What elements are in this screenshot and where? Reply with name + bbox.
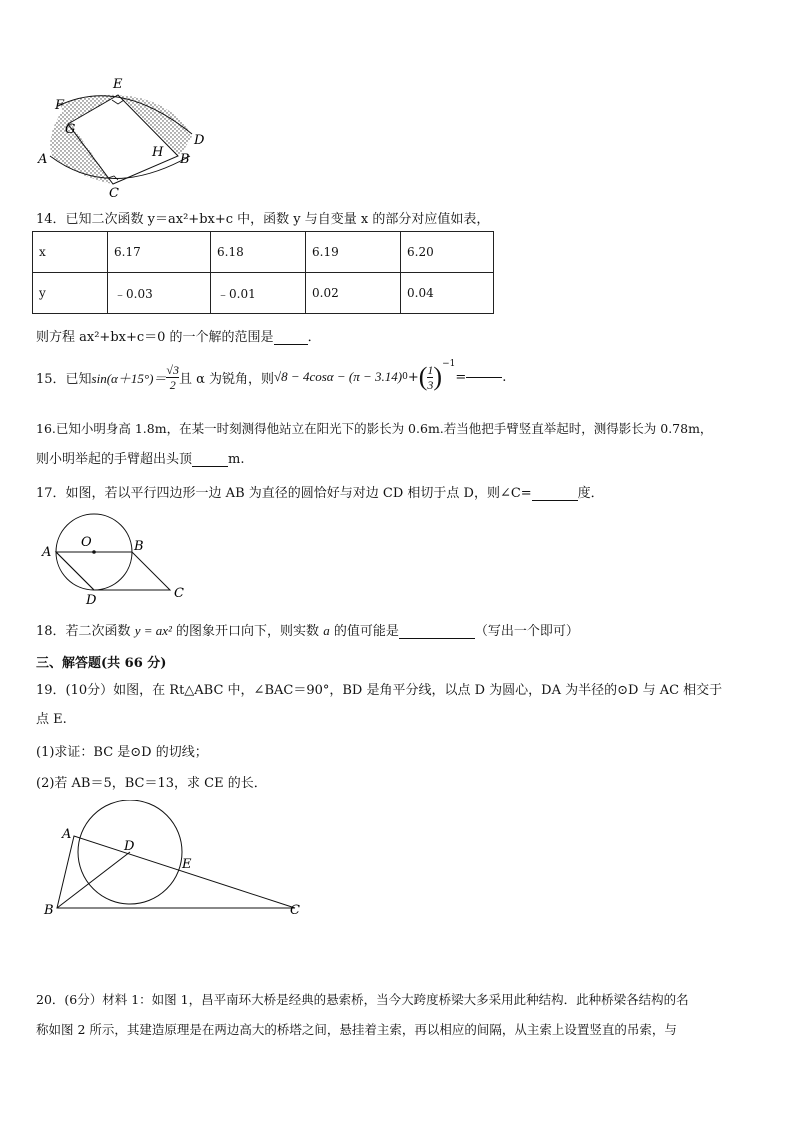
figure-q17: [34, 508, 194, 608]
q18-a: 18．若二次函数: [36, 624, 131, 639]
label-D: D: [124, 839, 135, 854]
table-cell: y: [33, 273, 108, 314]
table-cell: 0.02: [306, 273, 401, 314]
right-angle-mark-e: [112, 100, 124, 104]
q18-var: a: [323, 623, 330, 638]
fraction-denominator: 3: [427, 377, 434, 392]
triangle-abc: [57, 836, 295, 908]
q14-stem: 14．已知二次函数 y＝ax²+bx+c 中，函数 y 与自变量 x 的部分对应值如表，: [36, 212, 490, 227]
q18-d: （写出一个即可）: [474, 624, 579, 639]
q20-line1: 20．(6分）材料 1：如图 1，昌平南环大桥是经典的悬索桥，当今大跨度桥梁大多采用此种结构．此种桥梁各结构的名: [36, 992, 689, 1007]
q15-sin: sin(α＋15°)＝: [91, 370, 167, 386]
q14-end: ．: [307, 330, 321, 345]
table-cell: 6.17: [108, 232, 211, 273]
q14-tail: 则方程 ax²+bx+c＝0 的一个解的范围是: [36, 330, 274, 345]
table-cell: ﹣0.01: [211, 273, 306, 314]
q18-c: 的值可能是: [333, 624, 399, 639]
label-D: D: [86, 593, 97, 608]
q14-value-table: [32, 231, 494, 314]
q20-line2: 称如图 2 所示，其建造原理是在两边高大的桥塔之间，悬挂着主索，再以相应的间隔，从主索上设置竖直的吊索，与: [36, 1022, 677, 1037]
q15-expr: √8 − 4cosα − (π − 3.14): [274, 369, 403, 384]
q15-exponent-neg1: −1: [442, 359, 456, 369]
answer-blank: [532, 500, 578, 501]
label-C: C: [174, 586, 184, 601]
label-E: E: [113, 77, 123, 92]
q19-line1: 19．(10分）如图，在 Rt△ABC 中，∠BAC＝90°，BD 是角平分线，以点 D 为圆心，DA 为半径的⊙D 与 AC 相交于: [36, 683, 723, 698]
fraction-sqrt3-over-2: [166, 363, 179, 392]
table-cell: 6.19: [306, 232, 401, 273]
fraction-denominator: 2: [169, 377, 176, 392]
label-C: C: [290, 903, 300, 918]
label-B: B: [44, 903, 54, 918]
q15-prefix: 15．已知: [36, 371, 92, 387]
q16-line2: [36, 448, 244, 467]
q18-b: 的图象开口向下，则实数: [176, 624, 320, 639]
q15-exponent-zero: 0: [402, 372, 408, 382]
q15-eq: =: [455, 369, 467, 385]
label-E: E: [182, 857, 192, 872]
label-H: H: [152, 145, 164, 160]
fraction-numerator: 1: [427, 362, 434, 377]
paren-close: ): [433, 362, 443, 391]
label-B: B: [134, 539, 144, 554]
paren-open: (: [418, 362, 428, 391]
q17-line: [36, 482, 604, 501]
q19-line2: 点 E.: [36, 712, 67, 727]
center-point: [92, 550, 96, 554]
fraction-numerator: √3: [166, 362, 179, 377]
figure-q13: [30, 76, 220, 201]
q16-line2a: 则小明举起的手臂超出头顶: [36, 452, 193, 467]
label-G: G: [65, 122, 76, 137]
label-D: D: [194, 133, 205, 148]
table-row: [33, 232, 494, 273]
label-B: B: [180, 152, 190, 167]
table-cell: 0.04: [401, 273, 494, 314]
q14-question: [36, 326, 321, 345]
q17-end: 度．: [577, 486, 604, 501]
label-C: C: [109, 186, 119, 201]
q15-mid: 且 α 为锐角，则: [179, 371, 275, 387]
q16-line1: 16.已知小明身高 1.8m，在某一时刻测得他站立在阳光下的影长为 0.6m.若当他把手臂竖直举起时，测得影长为 0.78m，: [36, 421, 713, 436]
table-cell: x: [33, 232, 108, 273]
q15-line: [36, 357, 506, 397]
answer-blank: [274, 344, 308, 345]
label-F: F: [55, 98, 65, 113]
table-row: [33, 273, 494, 314]
q18-fn: y = ax²: [134, 623, 172, 638]
answer-blank: [192, 466, 228, 467]
table-cell: ﹣0.03: [108, 273, 211, 314]
q19-part1: (1)求证：BC 是⊙D 的切线；: [36, 745, 208, 760]
shaded-region-top: [60, 95, 118, 124]
label-A: A: [62, 827, 72, 842]
label-A: A: [42, 545, 52, 560]
answer-blank: [466, 377, 502, 378]
q17-text: 17．如图，若以平行四边形一边 AB 为直径的圆恰好与对边 CD 相切于点 D，则∠C=: [36, 486, 532, 501]
label-O: O: [81, 535, 92, 550]
q15-plus: +: [407, 369, 419, 385]
q19-part2: (2)若 AB＝5，BC＝13，求 CE 的长．: [36, 776, 267, 791]
q15-end: .: [502, 369, 507, 385]
label-A: A: [38, 152, 48, 167]
q16-line2b: m.: [228, 452, 245, 467]
q18-line: [36, 620, 579, 639]
answer-blank: [399, 638, 475, 639]
segment-ad: [56, 552, 94, 590]
figure-q19: [40, 800, 310, 925]
table-cell: 6.18: [211, 232, 306, 273]
section-heading: 三、解答题(共 66 分): [36, 656, 167, 671]
table-cell: 6.20: [401, 232, 494, 273]
